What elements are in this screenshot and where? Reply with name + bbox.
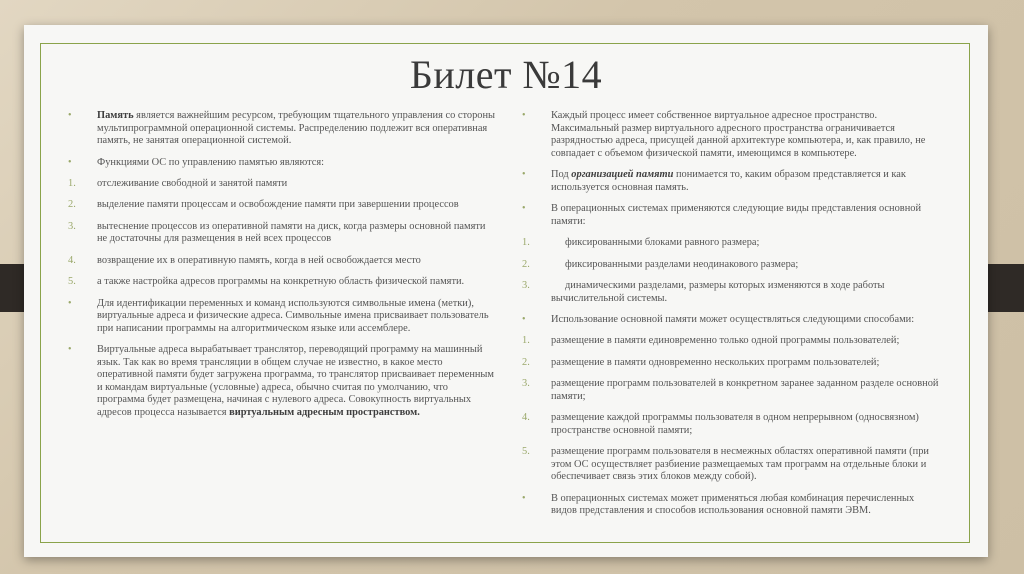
right-column [522,110,942,527]
bullet-icon: • [522,313,526,325]
list-number: 5. [68,276,76,288]
list-item-text: размещение в памяти одновременно нескольких программ пользователей; [551,356,880,368]
left-column [68,110,498,428]
paragraph-text: Виртуальные адреса вырабатывает транслятор, переводящий программу на машинный язык. Так как во время трансляции в общем случае не известно, в какое место оперативной памяти будет загружена программа, то транслятор присваивает переменным и командам виртуальные (условные) адреса, обычно считая по умолчанию, что программа будет размещена, начиная с нулевого адреса. Совокупность виртуальных адресов процесса называется [97,344,494,419]
list-item [68,221,498,246]
list-number: 2. [522,356,530,368]
paragraph-identification [68,298,498,336]
bold-term: виртуальным адресным пространством. [229,407,420,419]
bullet-icon: • [522,169,526,181]
list-item-text: размещение программ пользователя в несмежных областях оперативной памяти (при этом ОС осуществляет разбиение размещаемых там программ на отдельные блоки и обеспечивает связь этих блоков между собой). [551,446,929,483]
list-item-text: размещение в памяти единовременно только одной программы пользователей; [551,335,900,347]
paragraph-text: В операционных системах применяются следующие виды представления основной памяти: [551,203,922,227]
paragraph-address-space [522,110,942,160]
list-number: 4. [522,412,530,424]
list-item-text: вытеснение процессов из оперативной памяти на диск, когда размеры основной памяти не достаточны для размещения в ней всех процессов [97,220,486,245]
paragraph-virtual-addresses [68,344,498,420]
bullet-icon: • [522,492,526,504]
bullet-icon: • [68,156,72,168]
paragraph-combination [522,493,942,518]
list-item-text: возвращение их в оперативную память, когда в ней освобождается место [97,254,421,266]
list-item [522,378,942,403]
list-item-text: размещение программ пользователей в конкретном заранее заданном разделе основной памяти; [551,378,939,402]
bullet-icon: • [68,110,72,121]
list-item-text: отслеживание свободной и занятой памяти [97,177,288,189]
bullet-icon: • [522,110,526,121]
list-number: 3. [68,220,76,232]
list-item [522,259,942,272]
list-item-text: фиксированными разделами неодинакового размера; [565,258,799,270]
list-item [68,199,498,212]
paragraph-memory [68,110,498,148]
paragraph-text: Использование основной памяти может осуществляться следующими способами: [551,313,915,325]
list-item [522,237,942,250]
list-item [522,357,942,370]
list-item [522,412,942,437]
list-number: 3. [522,279,530,291]
list-number: 4. [68,254,76,266]
paragraph-text: Под [551,169,572,181]
bullet-icon: • [68,344,72,356]
paragraph-text: понимается то, каким образом представляется и как используется основная память. [551,169,906,193]
list-number: 5. [522,446,530,458]
bullet-icon: • [522,203,526,215]
list-item [522,446,942,484]
list-number: 1. [522,335,530,347]
paragraph-text: В операционных системах может применяться любая комбинация перечисленных видов представления и способов использования основной памяти ЭВМ. [551,492,915,517]
paragraph-representation-types [522,203,942,228]
paragraph-memory-organization [522,169,942,194]
paragraph-text: Для идентификации переменных и команд используются символьные имена (метки), виртуальные адреса и физические адреса. Символьные имена присваивает пользователь при написании программы на алгоритмическом языке или ассемблере. [97,297,489,334]
list-item-text: выделение памяти процессам и освобождение памяти при завершении процессов [97,199,459,211]
list-item [68,276,498,289]
slide-title: Билет №14 [409,52,603,97]
list-item [68,178,498,191]
bold-term: организацией памяти [571,169,674,181]
list-number: 2. [68,199,76,211]
list-item-text: фиксированными блоками равного размера; [565,237,760,249]
list-number: 1. [522,237,530,249]
list-item [522,335,942,348]
bullet-icon: • [68,297,72,309]
list-number: 1. [68,177,76,189]
bold-term: Память [97,110,134,121]
paragraph-usage-methods [522,314,942,327]
list-item [522,280,942,305]
list-item-text: размещение каждой программы пользователя в одном непрерывном (односвязном) пространстве основной памяти; [551,412,919,436]
paragraph-functions [68,157,498,170]
list-item [68,255,498,268]
paragraph-text: является важнейшим ресурсом, требующим тщательного управления со стороны мультипрограммной операционной системы. Распределению подлежит вся оперативная память, не занятая операционной системой. [97,110,496,147]
list-item-text: а также настройка адресов программы на конкретную область физической памяти. [97,276,465,288]
list-number: 3. [522,378,530,390]
list-item-text: динамическими разделами, размеры которых изменяются в ходе работы вычислительной системы. [551,279,885,304]
slide [24,25,988,557]
list-number: 2. [522,258,530,270]
paragraph-text: Функциями ОС по управлению памятью являются: [97,156,325,168]
paragraph-text: Каждый процесс имеет собственное виртуальное адресное пространство. Максимальный размер виртуального адресного пространства ограничивается разрядностью адреса, присущей данной архитектуре компьютера, и, как правило, не совпадает с объемом физической памяти, имеющимся в компьютере. [551,110,926,159]
